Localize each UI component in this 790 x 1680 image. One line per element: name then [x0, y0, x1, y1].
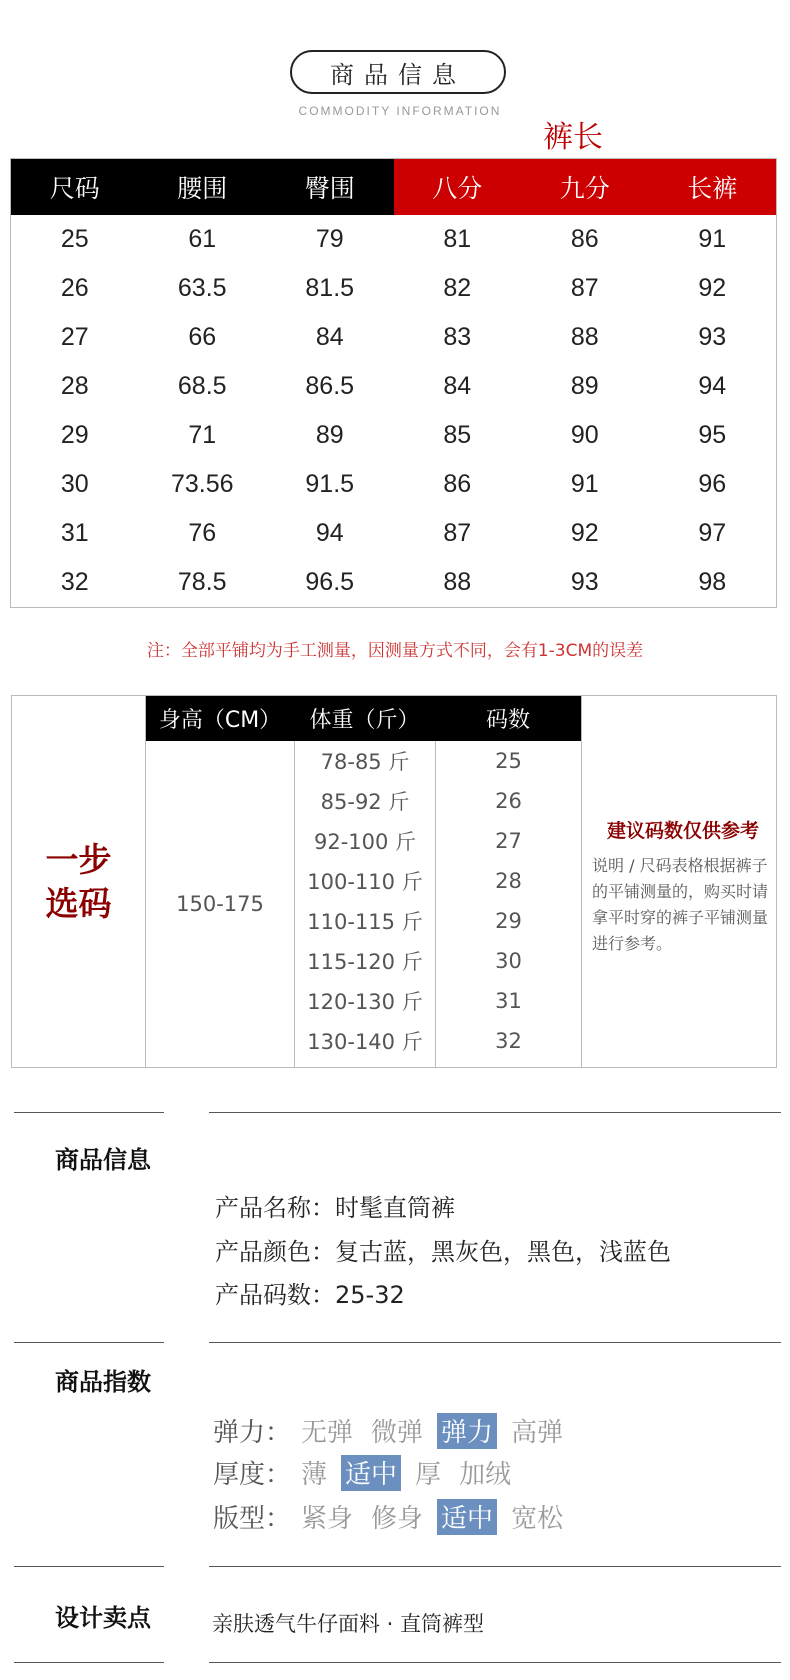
advice-body: 说明 / 尺码表格根据裤子的平铺测量的，购买时请拿平时穿的裤子平铺测量进行参考。 — [592, 856, 769, 953]
table-cell: 93 — [698, 323, 727, 351]
table-cell: 91 — [570, 470, 599, 498]
code-cell: 29 — [495, 909, 522, 933]
table-cell: 94 — [698, 372, 727, 400]
weight-cell: 85-92 斤 — [320, 790, 410, 814]
table-cell: 87 — [443, 519, 472, 547]
table-row — [11, 264, 776, 313]
table-cell: 98 — [698, 568, 727, 596]
table-cell: 83 — [443, 323, 472, 351]
attribute-option: 加绒 — [459, 1460, 512, 1490]
table-cell: 87 — [570, 274, 599, 302]
table-cell: 84 — [315, 323, 344, 351]
table-cell: 91 — [698, 225, 727, 253]
divider — [14, 1662, 164, 1663]
attribute-option-selected: 适中 — [341, 1455, 401, 1491]
table-cell: 88 — [443, 568, 472, 596]
table-cell: 30 — [60, 470, 89, 498]
table-cell: 89 — [570, 372, 599, 400]
col-header: 长裤 — [649, 159, 777, 215]
section-title-index: 商品指数 — [55, 1368, 151, 1396]
table-row — [11, 215, 776, 264]
table-cell: 73.56 — [170, 470, 234, 498]
attribute-option: 修身 — [371, 1504, 424, 1534]
size-table — [10, 158, 777, 608]
table-cell: 29 — [60, 421, 89, 449]
attribute-row — [213, 1498, 577, 1535]
table-cell: 95 — [698, 421, 727, 449]
divider — [209, 1342, 781, 1343]
table-cell: 93 — [570, 568, 599, 596]
code-cell: 30 — [495, 949, 522, 973]
table-cell: 90 — [570, 421, 599, 449]
size-guide-label-line: 一步 — [45, 839, 112, 879]
weight-cell: 100-110 斤 — [307, 870, 423, 894]
divider — [14, 1112, 164, 1113]
table-cell: 31 — [60, 519, 89, 547]
table-cell: 91.5 — [305, 470, 355, 498]
size-guide-label-line: 选码 — [45, 883, 112, 923]
table-cell: 68.5 — [177, 372, 227, 400]
attribute-label: 厚度： — [213, 1460, 292, 1490]
col-header: 尺码 — [11, 159, 139, 215]
attribute-label: 版型： — [213, 1504, 292, 1534]
table-cell: 97 — [698, 519, 727, 547]
table-cell: 26 — [60, 274, 89, 302]
measurement-note: 注：全部平铺均为手工测量，因测量方式不同，会有1-3CM的误差 — [146, 641, 644, 661]
attribute-option-selected: 适中 — [437, 1499, 497, 1535]
code-cell: 32 — [495, 1029, 522, 1053]
table-row — [11, 558, 776, 607]
attribute-option: 微弹 — [371, 1418, 424, 1448]
section-title-info: 商品信息 — [55, 1146, 151, 1174]
weight-cell: 92-100 斤 — [313, 830, 417, 854]
section-title-design: 设计卖点 — [55, 1604, 151, 1632]
code-cell: 27 — [495, 829, 522, 853]
size-guide-header — [146, 696, 581, 741]
table-cell: 81.5 — [305, 274, 355, 302]
attribute-option: 紧身 — [301, 1504, 354, 1534]
code-cell: 31 — [495, 989, 522, 1013]
code-column — [436, 741, 581, 1061]
table-cell: 28 — [60, 372, 89, 400]
attribute-row — [213, 1454, 525, 1491]
attribute-option: 高弹 — [511, 1418, 564, 1448]
table-cell: 32 — [60, 568, 89, 596]
col-header: 体重（斤） — [309, 708, 420, 733]
table-row — [11, 411, 776, 460]
page-title: 商品信息 — [330, 60, 466, 89]
table-row — [11, 313, 776, 362]
table-cell: 71 — [188, 421, 217, 449]
page-subtitle: COMMODITY INFORMATION — [298, 104, 502, 118]
col-header: 身高（CM） — [158, 708, 282, 733]
table-cell: 86 — [570, 225, 599, 253]
weight-cell: 110-115 斤 — [307, 910, 423, 934]
design-text: 亲肤透气牛仔面料 · 直筒裤型 — [212, 1612, 485, 1636]
table-cell: 92 — [698, 274, 727, 302]
product-name: 产品名称：时髦直筒裤 — [215, 1194, 455, 1222]
table-cell: 88 — [570, 323, 599, 351]
weight-column — [295, 741, 435, 1061]
product-colors: 产品颜色：复古蓝，黑灰色，黑色，浅蓝色 — [215, 1238, 671, 1266]
table-row — [11, 362, 776, 411]
attribute-row — [213, 1412, 577, 1449]
section-title-pill — [290, 50, 506, 94]
divider — [209, 1566, 781, 1567]
size-guide-label — [12, 696, 145, 1067]
table-cell: 76 — [188, 519, 217, 547]
table-cell: 82 — [443, 274, 472, 302]
table-cell: 79 — [315, 225, 344, 253]
table-cell: 96 — [698, 470, 727, 498]
attribute-option: 薄 — [301, 1460, 328, 1490]
table-cell: 81 — [443, 225, 472, 253]
table-cell: 27 — [60, 323, 89, 351]
divider — [209, 1662, 781, 1663]
code-cell: 25 — [495, 749, 522, 773]
table-cell: 89 — [315, 421, 344, 449]
code-cell: 28 — [495, 869, 522, 893]
table-cell: 85 — [443, 421, 472, 449]
attribute-option: 厚 — [415, 1460, 442, 1490]
table-row — [11, 509, 776, 558]
table-row — [11, 460, 776, 509]
attribute-label: 弹力： — [213, 1418, 292, 1448]
table-cell: 61 — [188, 225, 217, 253]
col-header: 臀围 — [266, 159, 394, 215]
table-cell: 86 — [443, 470, 472, 498]
divider — [209, 1112, 781, 1113]
weight-cell: 78-85 斤 — [320, 750, 410, 774]
weight-cell: 120-130 斤 — [307, 990, 423, 1014]
table-cell: 92 — [570, 519, 599, 547]
advice-box — [592, 816, 774, 957]
divider — [14, 1566, 164, 1567]
size-table-header — [11, 159, 776, 215]
col-header: 九分 — [521, 159, 649, 215]
weight-cell: 115-120 斤 — [307, 950, 423, 974]
code-cell: 26 — [495, 789, 522, 813]
table-cell: 25 — [60, 225, 89, 253]
table-cell: 78.5 — [177, 568, 227, 596]
attribute-option: 宽松 — [511, 1504, 564, 1534]
table-cell: 66 — [188, 323, 217, 351]
col-header: 腰围 — [139, 159, 267, 215]
size-guide-table — [11, 695, 777, 1068]
table-cell: 86.5 — [305, 372, 355, 400]
table-cell: 96.5 — [305, 568, 355, 596]
attribute-option: 无弹 — [301, 1418, 354, 1448]
table-cell: 63.5 — [177, 274, 227, 302]
advice-title: 建议码数仅供参考 — [606, 820, 759, 842]
col-header: 八分 — [394, 159, 522, 215]
height-range: 150-175 — [176, 892, 264, 916]
length-label: 裤长 — [543, 120, 603, 155]
weight-cell: 130-140 斤 — [307, 1030, 423, 1054]
attribute-option-selected: 弹力 — [437, 1413, 497, 1449]
col-header: 码数 — [485, 708, 530, 733]
table-cell: 94 — [315, 519, 344, 547]
divider — [14, 1342, 164, 1343]
table-cell: 84 — [443, 372, 472, 400]
product-sizes: 产品码数：25-32 — [215, 1281, 405, 1309]
